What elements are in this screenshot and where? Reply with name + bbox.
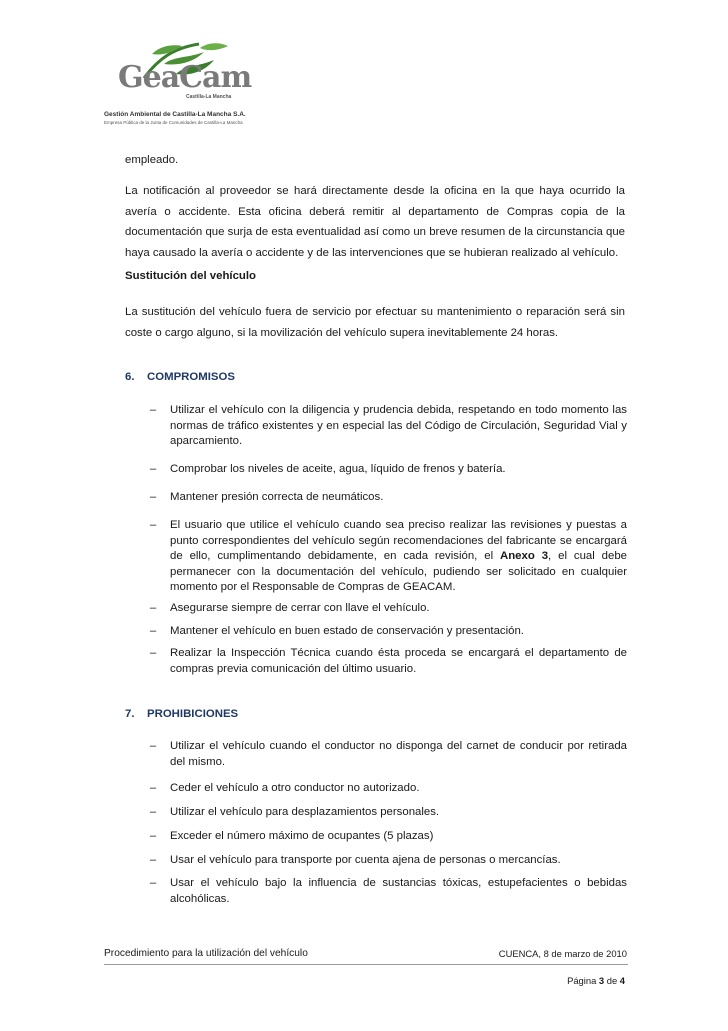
list-item: – Utilizar el vehículo cuando el conductor no disponga del carnet de conducir por retirada del mismo. [149,740,627,768]
footer-location-date: CUENCA, 8 de marzo de 2010 [498,948,627,959]
footer-divider [104,964,628,965]
list-item: – Utilizar el vehículo con la diligencia y prudencia debida, respetando en todo momento las normas de tráfico existentes y en especial las del Código de Circulación, Seguridad Vial y aparcamiento. [149,404,627,448]
section-6-number: 6. [125,371,135,383]
section-7-heading [125,708,238,720]
section-7-title: PROHIBICIONES [147,708,239,720]
substitution-paragraph: La sustitución del vehículo fuera de servicio por efectuar su mantenimiento o reparación será sin coste o cargo alguno, si la movilización del vehículo supera inevitablemente 24 horas. [125,306,625,339]
page-number: Página 3 de 4 [567,975,625,986]
footer-document-title: Procedimiento para la utilización del vehículo [104,948,308,959]
notification-paragraph: La notificación al proveedor se hará directamente desde la oficina en la que haya ocurrido la avería o accidente. Esta oficina deberá remitir al departamento de Compras copia de la documentación que surja de esta eventualidad así como un breve resumen de la circunstancia que haya causado la avería o accidente y de las intervenciones que se hubieran realizado al vehículo. [125,185,625,259]
logo-wordmark: GeaCam [118,60,252,95]
list-item: – Asegurarse siempre de cerrar con llave el vehículo. [149,602,430,614]
section-6-title: COMPROMISOS [147,371,235,383]
list-item: – Comprobar los niveles de aceite, agua, líquido de frenos y batería. [149,463,506,475]
section-7-number: 7. [125,708,135,720]
list-item: – El usuario que utilice el vehículo cuando sea preciso realizar las revisiones y puestas a punto correspondientes del vehículo según recomendaciones del fabricante se encargará de ello, cumplimentando debidamente, en cada revisión, el Anexo 3, el cual debe permanecer con la documentación del vehículo, pudiendo ser solicitado en cualquier momento por el Responsable de Compras de GEACAM. [149,519,628,594]
substitution-title: Sustitución del vehículo [125,270,257,282]
list-item: – Realizar la Inspección Técnica cuando ésta proceda se encargará el departamento de compras previa comunicación del último usuario. [149,647,627,675]
list-item: – Mantener presión correcta de neumáticos. [149,491,384,503]
anexo-3-reference: Anexo 3 [500,550,549,563]
section-6-heading [125,371,235,383]
logo-org-desc: Empresa Pública de la Junta de Comunidades de Castilla-La Mancha [104,120,243,125]
geacam-logo [104,38,264,134]
list-item: – Exceder el número máximo de ocupantes (5 plazas) [149,830,434,842]
list-item: – Utilizar el vehículo para desplazamientos personales. [149,806,440,818]
carryover-text: empleado. [125,154,179,166]
list-item: – Usar el vehículo bajo la influencia de sustancias tóxicas, estupefacientes o bebidas alcohólicas. [149,877,627,905]
list-item: – Ceder el vehículo a otro conductor no autorizado. [149,782,420,794]
logo-org-name: Gestión Ambiental de Castilla-La Mancha S.A. [104,111,246,118]
logo-region: Castilla-La Mancha [186,94,232,100]
list-item: – Mantener el vehículo en buen estado de conservación y presentación. [149,625,524,637]
list-item: – Usar el vehículo para transporte por cuenta ajena de personas o mercancías. [149,854,561,866]
